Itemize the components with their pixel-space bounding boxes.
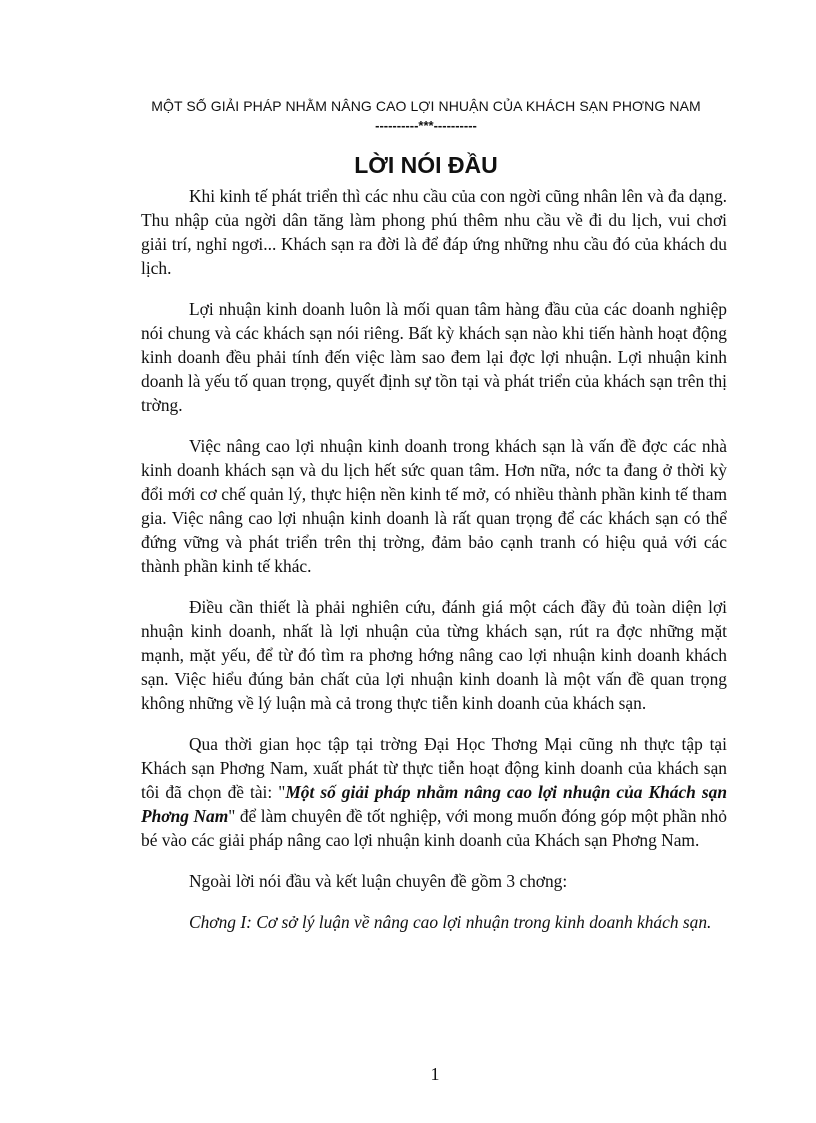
paragraph-6: Ngoài lời nói đầu và kết luận chuyên đề gồm 3 chơng: (189, 871, 568, 891)
paragraph-1: Khi kinh tế phát triển thì các nhu cầu của con ngời cũng nhân lên và đa dạng. Thu nhập của ngời dân tăng làm phong phú thêm nhu cầu về đi du lịch, vui chơi giải trí, nghỉ ngơi... Khách sạn ra đời là để đáp ứng những nhu cầu đó của khách du lịch. (141, 186, 727, 278)
paragraph-5-tail: " để làm chuyên đề tốt nghiệp, với mong muốn đóng góp một phần nhỏ bé vào các giải pháp nâng cao lợi nhuận kinh doanh của Khách sạn Phơng Nam. (141, 806, 728, 850)
paragraph-5 (141, 732, 727, 852)
paragraph-5-lead: Qua thời gian học tập tại trờng Đại Học Thơng Mại cũng nh thực tập tại Khách sạn Phơng Nam, xuất phát từ thực tiễn hoạt động kinh doanh của khách sạn tôi đã chọn đề tài: " (141, 734, 727, 802)
page-number: 1 (430, 1064, 440, 1084)
running-header: MỘT SỐ GIẢI PHÁP NHẰM NÂNG CAO LỢI NHUẬN CỦA KHÁCH SẠN PHƠNG NAM (151, 98, 701, 114)
header-separator: ----------***---------- (375, 118, 477, 133)
thesis-topic: Một số giải pháp nhằm nâng cao lợi nhuận của Khách sạn Phơng Nam (141, 782, 727, 826)
paragraph-2: Lợi nhuận kinh doanh luôn là mối quan tâm hàng đầu của các doanh nghiệp nói chung và các khách sạn nói riêng. Bất kỳ khách sạn nào khi tiến hành hoạt động kinh doanh đều phải tính đến việc làm sao đem lại đợc lợi nhuận. Lợi nhuận kinh doanh là yếu tố quan trọng, quyết định sự tồn tại và phát triển của khách sạn trên thị trờng. (141, 299, 727, 415)
document-body (141, 184, 727, 951)
paragraph-4: Điều cần thiết là phải nghiên cứu, đánh giá một cách đầy đủ toàn diện lợi nhuận kinh doanh, nhất là lợi nhuận của từng khách sạn, rút ra đợc những mặt mạnh, mặt yếu, để từ đó tìm ra phơng hớng nâng cao lợi nhuận kinh doanh khách sạn. Việc hiểu đúng bản chất của lợi nhuận kinh doanh là một vấn đề quan trọng không những về lý luận mà cả trong thực tiễn kinh doanh của khách sạn. (141, 597, 727, 713)
paragraph-3: Việc nâng cao lợi nhuận kinh doanh trong khách sạn là vấn đề đợc các nhà kinh doanh khách sạn và du lịch hết sức quan tâm. Hơn nữa, nớc ta đang ở thời kỳ đổi mới cơ chế quản lý, thực hiện nền kinh tế mở, có nhiều thành phần kinh tế tham gia. Việc nâng cao lợi nhuận kinh doanh là rất quan trọng để các khách sạn có thể đứng vững và phát triển trên thị trờng, đảm bảo cạnh tranh có hiệu quả với các thành phần kinh tế khác. (141, 436, 727, 576)
page-title: LỜI NÓI ĐẦU (354, 152, 498, 178)
chapter-1-line: Chơng I: Cơ sở lý luận về nâng cao lợi nhuận trong kinh doanh khách sạn. (189, 912, 712, 932)
